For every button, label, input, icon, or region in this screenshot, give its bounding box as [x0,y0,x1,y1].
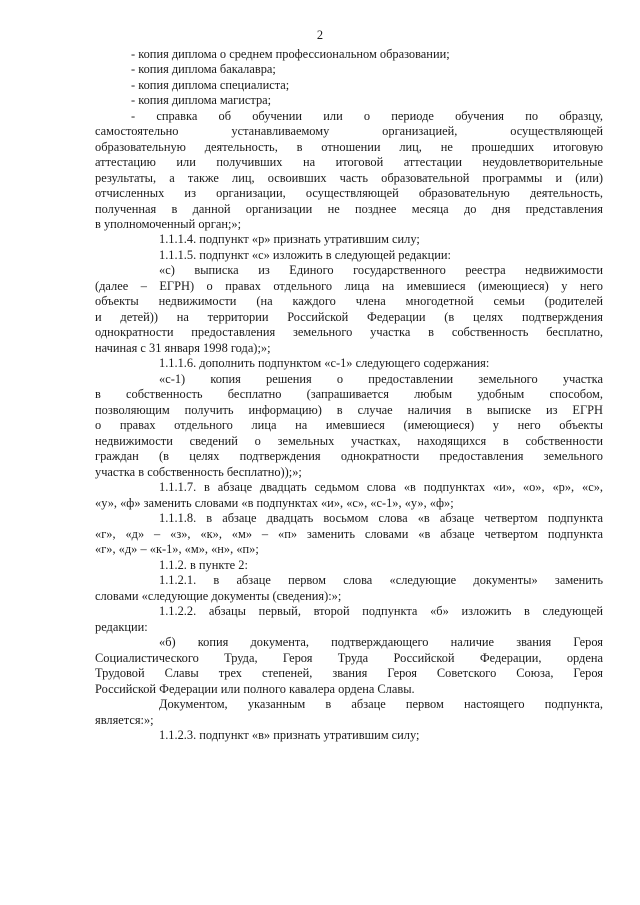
text-line: 1.1.1.4. подпункт «р» признать утратившим силу; [159,232,420,246]
text-line: - копия диплома специалиста; [131,78,290,92]
text-line: 1.1.2.3. подпункт «в» признать утратившим силу; [159,728,420,742]
text-line: 1.1.2. в пункте 2: [159,558,248,572]
text-line: результаты, а также лиц, освоивших часть образовательной программы и (или) [95,171,603,185]
text-line: редакции: [95,620,148,634]
text-line: 1.1.2.1. в абзаце первом слова «следующие документы» заменить [159,573,603,587]
text-line: «у», «ф» заменить словами «в подпунктах «и», «с», «с-1», «у», «ф»; [95,496,454,510]
text-line: полученная в данной организации не позднее месяца до дня представления [95,202,603,216]
text-line: «с-1) копия решения о предоставлении земельного участка [159,372,603,386]
text-line: самостоятельно устанавливаемому организацией, осуществляющей [95,124,603,138]
text-line: недвижимости сведений о земельных участках, находящихся в собственности [95,434,603,448]
text-line: Российской Федерации или полного кавалера ордена Славы. [95,682,415,696]
text-line: начиная с 31 января 1998 года);»; [95,341,271,355]
text-line: является:»; [95,713,154,727]
text-line: «с) выписка из Единого государственного реестра недвижимости [159,263,603,277]
text-line: «г», «д» – «з», «к», «м» – «п» заменить словами «в абзаце четвертом подпункта [95,527,603,541]
text-line: о правах отдельного лица на имевшиеся (имеющиеся) у него объекты [95,418,603,432]
text-line: 1.1.1.6. дополнить подпунктом «с-1» следующего содержания: [159,356,490,370]
text-line: (далее – ЕГРН) о правах отдельного лица на имевшиеся (имеющиеся) у него [95,279,603,293]
text-line: 1.1.2.2. абзацы первый, второй подпункта «б» изложить в следующей [159,604,603,618]
text-line: в собственность бесплатно (запрашивается любым удобным способом, [95,387,603,401]
text-line: позволяющим получить информацию) в случае наличия в выписке из ЕГРН [95,403,603,417]
text-line: - справка об обучении или о периоде обучения по образцу, [131,109,603,123]
text-line: словами «следующие документы (сведения):»; [95,589,342,603]
text-line: 1.1.1.8. в абзаце двадцать восьмом слова «в абзаце четвертом подпункта [159,511,603,525]
text-line: - копия диплома бакалавра; [131,62,276,76]
text-line: «г», «д» – «к-1», «м», «н», «п»; [95,542,259,556]
text-line: граждан (в целях подтверждения однократности предоставления земельного [95,449,603,463]
text-line: Социалистического Труда, Героя Труда Российской Федерации, ордена [95,651,603,665]
text-line: 1.1.1.7. в абзаце двадцать седьмом слова «в подпунктах «и», «о», «р», «с», [159,480,603,494]
text-line: объекты недвижимости (на каждого члена многодетной семьи (родителей [95,294,603,308]
text-line: в уполномоченный орган;»; [95,217,242,231]
text-line: образовательную деятельность, в отношении лиц, не прошедших итоговую [95,140,603,154]
text-line: - копия диплома о среднем профессиональном образовании; [131,47,450,61]
text-line: аттестацию или получивших на итоговой аттестации неудовлетворительные [95,155,603,169]
text-line: участка в собственность бесплатно));»; [95,465,302,479]
text-line: 1.1.1.5. подпункт «с» изложить в следующей редакции: [159,248,451,262]
text-line: Документом, указанным в абзаце первом настоящего подпункта, [159,697,603,711]
text-line: отчисленных из организации, осуществляющей образовательную деятельность, [95,186,603,200]
text-line: «б) копия документа, подтверждающего наличие звания Героя [159,635,603,649]
text-line: - копия диплома магистра; [131,93,272,107]
text-line: однократности предоставления земельного участка в собственность бесплатно, [95,325,603,339]
text-line: Трудовой Славы трех степеней, звания Героя Советского Союза, Героя [95,666,603,680]
page-number: 2 [316,28,324,42]
text-line: и детей)) на территории Российской Федерации (в целях подтверждения [95,310,603,324]
